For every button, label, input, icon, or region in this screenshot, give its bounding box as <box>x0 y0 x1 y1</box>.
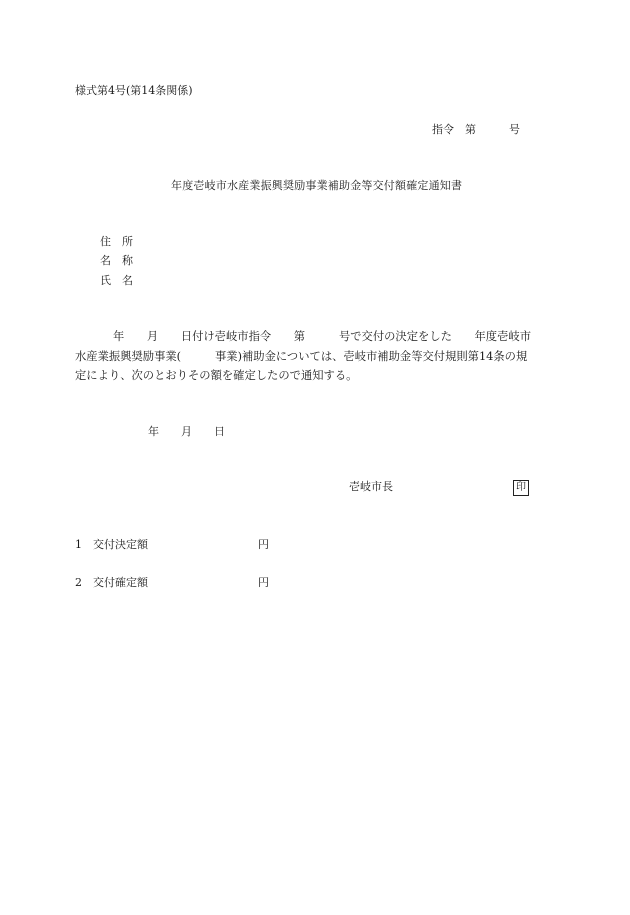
body-text-line-1: 年 月 日付け壱岐市指令 第 号で交付の決定をした 年度壱岐市 <box>113 330 531 343</box>
seal-stamp-box: 印 <box>513 480 529 496</box>
issue-date: 年 月 日 <box>148 425 225 438</box>
document-title: 年度壱岐市水産業振興奨励事業補助金等交付額確定通知書 <box>171 179 463 192</box>
recipient-address-label: 住 所 <box>100 235 133 248</box>
document-number: 指令 第 号 <box>432 123 520 136</box>
recipient-name-label: 名 称 <box>100 254 133 267</box>
recipient-person-label: 氏 名 <box>100 274 133 287</box>
body-text-line-3: 定により、次のとおりその額を確定したので通知する。 <box>75 369 358 382</box>
body-text-line-2: 水産業振興奨励事業( 事業)補助金については、壱岐市補助金等交付規則第14条の規 <box>75 350 528 363</box>
amount-item-decided: 1 交付決定額 円 <box>75 538 269 551</box>
amount-item-confirmed: 2 交付確定額 円 <box>75 576 269 589</box>
issuer-title: 壱岐市長 <box>349 480 393 493</box>
form-label: 様式第4号(第14条関係) <box>75 84 193 97</box>
